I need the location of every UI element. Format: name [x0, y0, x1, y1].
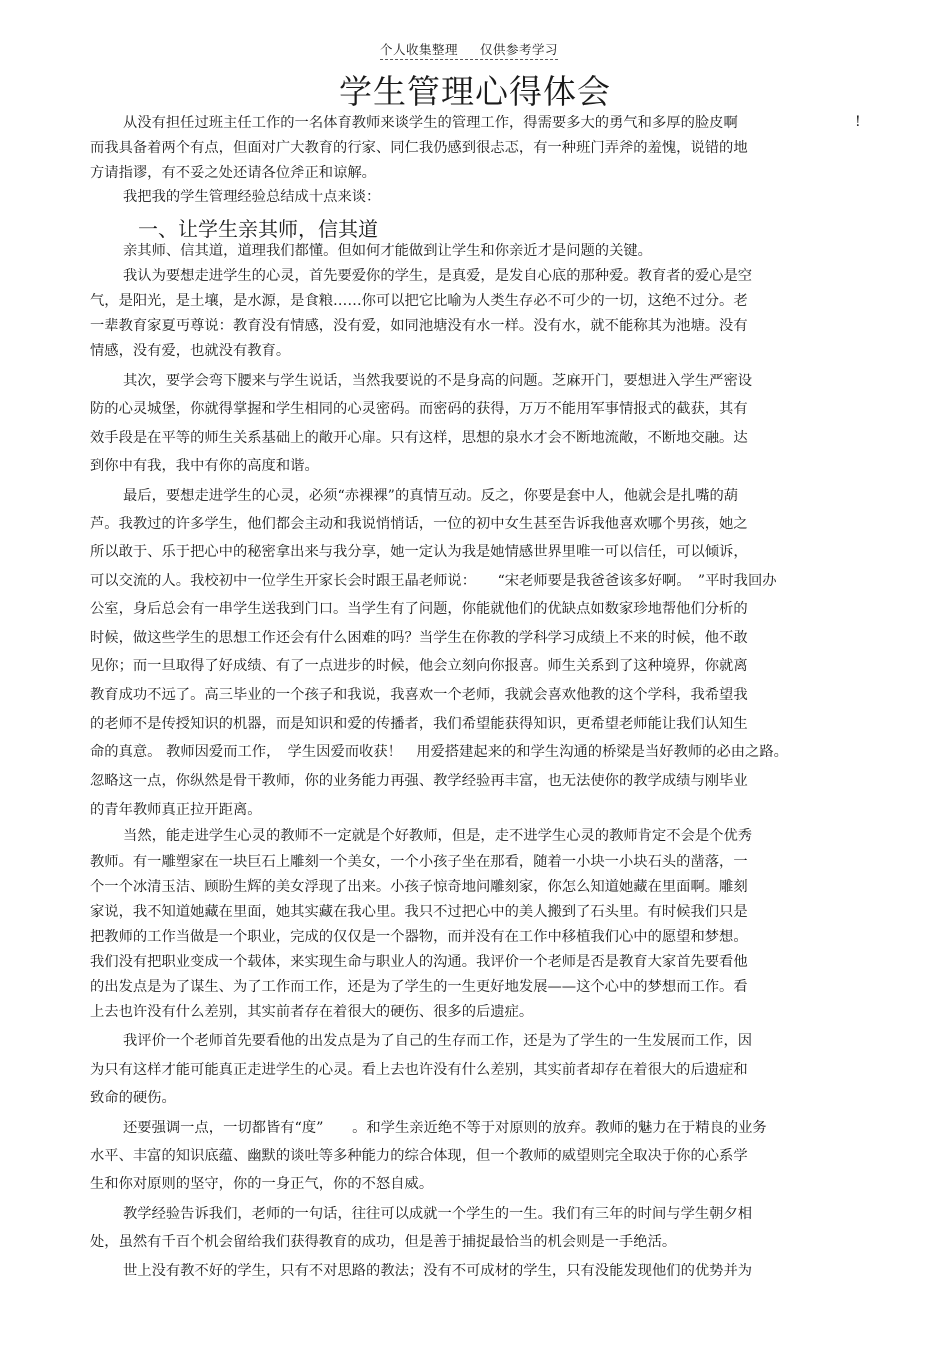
- body-line: 而我具备着两个有点，但面对广大教育的行家、同仁我仍感到很忐忑，有一种班门弄斧的羞愧，说错的地: [90, 140, 748, 156]
- body-line: 公室，身后总会有一串学生送我到门口。当学生有了问题，你能就他们的优缺点如数家珍地帮他们分析的: [90, 601, 748, 617]
- body-line: 时候，做这些学生的思想工作还会有什么困难的吗？当学生在你教的学科学习成绩上不来的时候，他不敢: [90, 630, 748, 646]
- document-title: 学生管理心得体会: [339, 72, 611, 111]
- section-heading: 一、让学生亲其师，信其道: [138, 217, 378, 241]
- body-line: 方请指谬，有不妥之处还请各位斧正和谅解。: [90, 165, 376, 181]
- body-line: 忽略这一点，你纵然是骨干教师，你的业务能力再强、教学经验再丰富，也无法使你的教学成绩与刚毕业: [90, 773, 748, 789]
- body-line: 把教师的工作当做是一个职业，完成的仅仅是一个器物，而并没有在工作中移植我们心中的愿望和梦想。: [90, 929, 748, 945]
- header-left-text: 个人收集整理: [380, 42, 459, 57]
- body-line: 致命的硬伤。: [90, 1090, 176, 1106]
- header-right-text: 仅供参考学习: [480, 42, 559, 57]
- body-line: 家说，我不知道她藏在里面，她其实藏在我心里。我只不过把心中的美人搬到了石头里。有时候我们只是: [90, 904, 748, 920]
- body-line: 亲其师、信其道，道理我们都懂。但如何才能做到让学生和你亲近才是问题的关键。: [123, 243, 652, 259]
- body-line: 从没有担任过班主任工作的一名体育教师来谈学生的管理工作，得需要多大的勇气和多厚的脸皮啊: [123, 115, 738, 131]
- body-line: 处，虽然有千百个机会留给我们获得教育的成功，但是善于捕捉最恰当的机会则是一手绝活。: [90, 1234, 677, 1250]
- body-line: 气，是阳光，是土壤，是水源，是食粮……你可以把它比喻为人类生存必不可少的一切，这绝不过分。老: [90, 293, 748, 309]
- body-line: 个一个冰清玉洁、顾盼生辉的美女浮现了出来。小孩子惊奇地问雕刻家，你怎么知道她藏在里面啊。雕刻: [90, 879, 748, 895]
- exclamation-mark: !: [855, 114, 861, 130]
- body-line: 防的心灵城堡，你就得掌握和学生相同的心灵密码。而密码的获得，万万不能用军事情报式的截获，其有: [90, 401, 748, 417]
- body-line: 我们没有把职业变成一个载体，来实现生命与职业人的沟通。我评价一个老师是否是教育大家首先要看他: [90, 954, 748, 970]
- body-line: 我认为要想走进学生的心灵，首先要爱你的学生，是真爱，是发自心底的那种爱。教育者的爱心是空: [123, 268, 753, 284]
- body-line: 情感，没有爱，也就没有教育。: [90, 343, 291, 359]
- body-line: 当然，能走进学生心灵的教师不一定就是个好教师，但是，走不进学生心灵的教师肯定不会是个优秀: [123, 828, 753, 844]
- body-line: 世上没有教不好的学生，只有不对思路的教法；没有不可成材的学生，只有没能发现他们的优势并为: [123, 1263, 753, 1279]
- body-line: 还要强调一点，一切都皆有“度” 。和学生亲近绝不等于对原则的放弃。教师的魅力在于精良的业务: [123, 1120, 767, 1136]
- body-line: 教师。有一雕塑家在一块巨石上雕刻一个美女，一个小孩子坐在那看，随着一小块一小块石头的凿落，一: [90, 854, 748, 870]
- body-line: 芦。我教过的许多学生，他们都会主动和我说悄悄话，一位的初中女生甚至告诉我他喜欢哪个男孩，她之: [90, 516, 748, 532]
- body-line: 到你中有我，我中有你的高度和谐。: [90, 458, 319, 474]
- body-line: 命的真意。 教师因爱而工作， 学生因爱而收获！ 用爱搭建起来的和学生沟通的桥梁是当好教师的必由之路。: [90, 744, 788, 760]
- body-line: 教学经验告诉我们，老师的一句话，往往可以成就一个学生的一生。我们有三年的时间与学生朝夕相: [123, 1206, 753, 1222]
- body-line: 我评价一个老师首先要看他的出发点是为了自己的生存而工作，还是为了学生的一生发展而工作，因: [123, 1033, 753, 1049]
- body-line: 教育成功不远了。高三毕业的一个孩子和我说，我喜欢一个老师，我就会喜欢他教的这个学科，我希望我: [90, 687, 748, 703]
- body-line: 为只有这样才能可能真正走进学生的心灵。看上去也许没有什么差别，其实前者却存在着很大的后遗症和: [90, 1062, 748, 1078]
- body-line: 的老师不是传授知识的机器，而是知识和爱的传播者，我们希望能获得知识，更希望老师能让我们认知生: [90, 716, 748, 732]
- body-line: 见你；而一旦取得了好成绩、有了一点进步的时候，他会立刻向你报喜。师生关系到了这种境界，你就离: [90, 658, 748, 674]
- body-line: 我把我的学生管理经验总结成十点来谈：: [123, 189, 381, 205]
- body-line: 的出发点是为了谋生、为了工作而工作，还是为了学生的一生更好地发展——这个心中的梦想而工作。看: [90, 979, 748, 995]
- page-header: [380, 40, 558, 60]
- body-line: 一辈教育家夏丏尊说：教育没有情感，没有爱，如同池塘没有水一样。没有水，就不能称其为池塘。没有: [90, 318, 748, 334]
- body-line: 其次，要学会弯下腰来与学生说话，当然我要说的不是身高的问题。芝麻开门，要想进入学生严密设: [123, 373, 753, 389]
- body-line: 最后，要想走进学生的心灵，必须“赤裸裸”的真情互动。反之，你要是套中人，他就会是扎嘴的葫: [123, 488, 739, 504]
- body-line: 生和你对原则的坚守，你的一身正气，你的不怒自威。: [90, 1176, 434, 1192]
- body-line: 水平、丰富的知识底蕴、幽默的谈吐等多种能力的综合体现，但一个教师的威望则完全取决于你的心系学: [90, 1148, 748, 1164]
- body-line: 上去也许没有什么差别，其实前者存在着很大的硬伤、很多的后遗症。: [90, 1004, 534, 1020]
- body-line: 的青年教师真正拉开距离。: [90, 802, 262, 818]
- body-line: 可以交流的人。我校初中一位学生开家长会时跟王晶老师说： “宋老师要是我爸爸该多好啊。 ”平时我回办: [90, 573, 777, 589]
- body-line: 效手段是在平等的师生关系基础上的敞开心扉。只有这样，思想的泉水才会不断地流敞，不断地交融。达: [90, 430, 748, 446]
- body-line: 所以敢于、乐于把心中的秘密拿出来与我分享，她一定认为我是她情感世界里唯一可以信任，可以倾诉，: [90, 544, 748, 560]
